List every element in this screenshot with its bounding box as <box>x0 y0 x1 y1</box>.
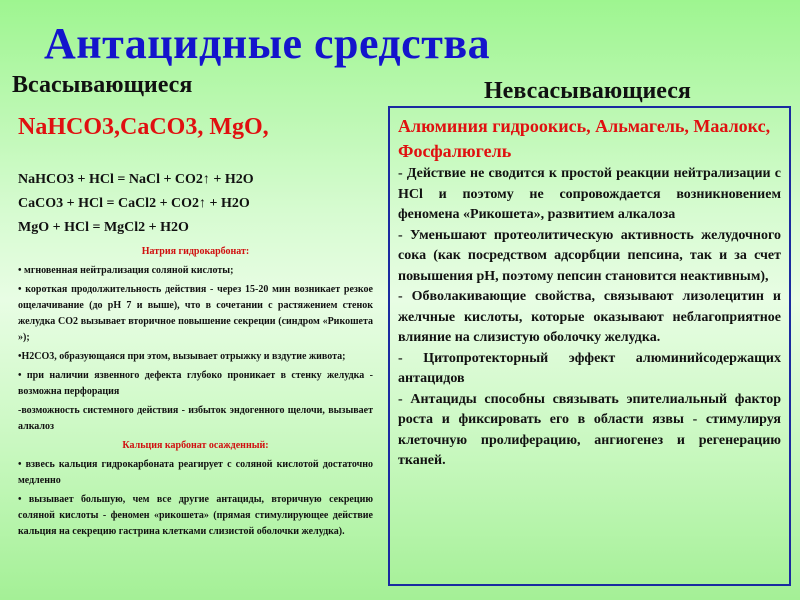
list-item: - Цитопротекторный эффект алюминийсодержащих антацидов <box>398 350 781 386</box>
nonabsorbable-heading: Невсасывающиеся <box>484 78 691 104</box>
list-item: • вызывает большую, чем все другие антациды, вторичную секрецию соляной кислоты - феномен «рикошета» (прямая стимулирующее действие кальция на секрецию гастрина клетками слизистой оболочки желудка). <box>18 494 373 537</box>
absorbable-details <box>18 244 373 543</box>
nonabsorbable-drugs: Алюминия гидроокись, Альмагель, Маалокс, Фосфалюгель <box>398 116 771 161</box>
equation: CaCO3 + HCl = CaCl2 + CO2↑ + H2O <box>18 196 250 211</box>
list-item: - Антациды способны связывать эпителиальный фактор роста и фиксировать его в области язвы - стимулируя клеточную пролиферацию, ангиогенез и регенерацию тканей. <box>398 391 781 468</box>
list-item: - Обволакивающие свойства, связывают лизолецитин и желчные кислоты, которые оказывают неблагоприятное влияние на слизистую оболочку желудка. <box>398 289 781 345</box>
list-item: • взвесь кальция гидрокарбоната реагирует с соляной кислотой достаточно медленно <box>18 459 373 486</box>
absorbable-heading: Всасывающиеся <box>12 72 193 98</box>
list-item: -возможность системного действия - избыток эндогенного щелочи, вызывает алкалоз <box>18 405 373 432</box>
list-item: • при наличии язвенного дефекта глубоко проникает в стенку желудка - возможна перфорация <box>18 370 373 397</box>
list-item: - Действие не сводится к простой реакции нейтрализации с HCl и поэтому не сопровождается возникновением феномена «Рикошета», развитием алкалоза <box>398 166 781 222</box>
sodium-heading: Натрия гидрокарбонат: <box>141 246 250 257</box>
list-item: • короткая продолжительность действия - через 15-20 мин возникает резкое ощелачивание (до pH 7 и выше), что в сочетании с растяжением стенок желудка СО2 вызывает вторичное повышение секреции (синдром «Рикошета »); <box>18 284 373 343</box>
list-item: •H2CO3, образующаяся при этом, вызывает отрыжку и вздутие живота; <box>18 351 346 362</box>
absorbable-drugs: NaHCO3,CaCO3, MgO, <box>18 114 269 140</box>
list-item: - Уменьшают протеолитическую активность желудочного сока (как посредством адсорбции пепсина, так и за счет повышения pH, поэтому пепсин становится неактивным), <box>398 227 781 284</box>
equation: MgO + HCl = MgCl2 + H2O <box>18 220 189 235</box>
equation: NaHCO3 + HCl = NaCl + CO2↑ + H2O <box>18 172 254 187</box>
nonabsorbable-box <box>388 106 791 586</box>
slide-title: Антацидные средства <box>44 19 491 68</box>
calcium-heading: Кальция карбонат осажденный: <box>122 440 269 451</box>
list-item: • мгновенная нейтрализация соляной кислоты; <box>18 265 234 276</box>
